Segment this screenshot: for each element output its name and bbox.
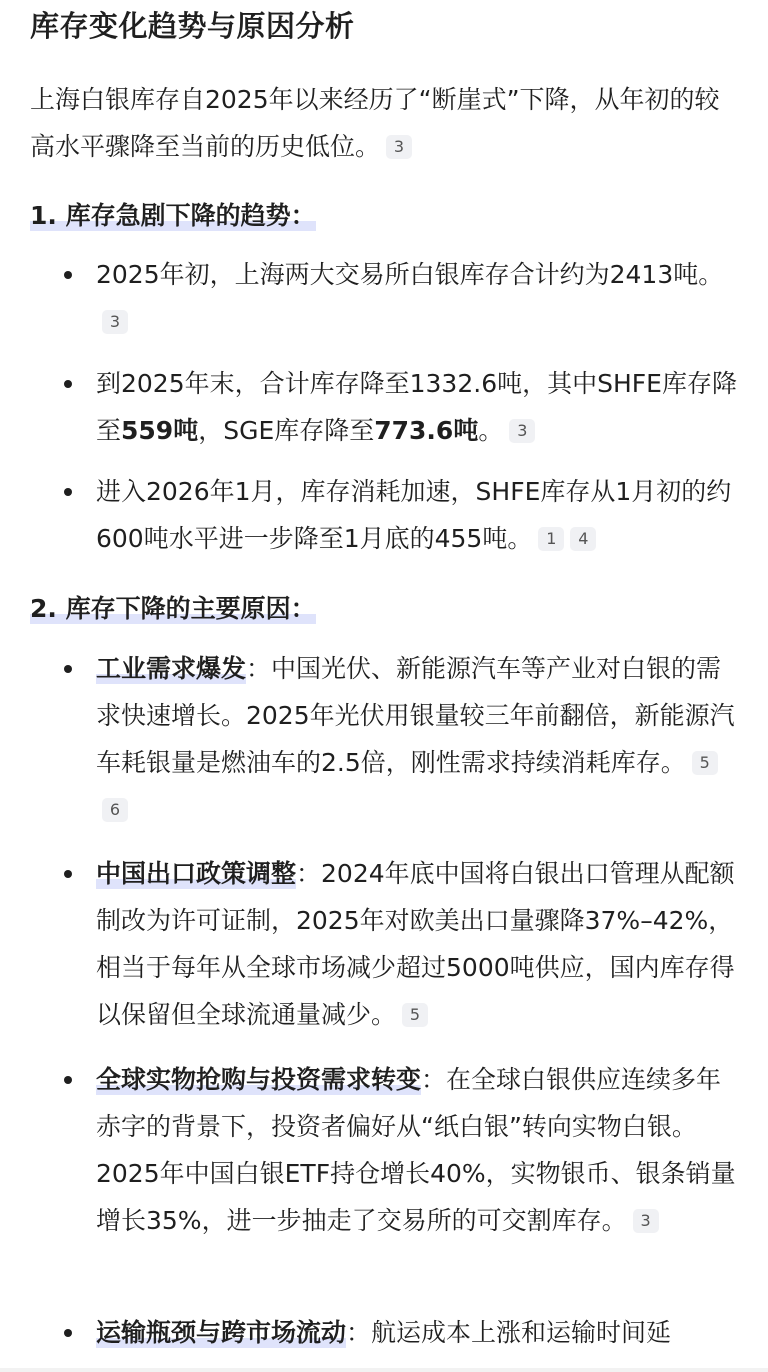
section-heading-causes bbox=[30, 589, 316, 629]
citation-badge[interactable]: 1 bbox=[538, 527, 564, 551]
citation-badge[interactable]: 3 bbox=[509, 419, 535, 443]
citation-badge[interactable]: 3 bbox=[633, 1209, 659, 1233]
intro-text: 上海白银库存自2025年以来经历了“断崖式”下降，从年初的较高水平骤降至当前的历史低位。 bbox=[30, 85, 720, 161]
citation-badge[interactable]: 5 bbox=[402, 1003, 428, 1027]
list-item bbox=[66, 1309, 746, 1356]
bullet-icon bbox=[64, 271, 72, 279]
page-title: 库存变化趋势与原因分析 bbox=[30, 9, 355, 43]
bullet-icon bbox=[64, 380, 72, 388]
section-heading-text: 2. 库存下降的主要原因： bbox=[30, 594, 316, 623]
list-item-text: ：在全球白银供应连续多年赤字的背景下，投资者偏好从“纸白银”转向实物白银。2025年中国白银ETF持仓增长40%，实物银币、银条销量增长35%，进一步抽走了交易所的可交割库存。 bbox=[96, 1065, 736, 1235]
bold-value: 773.6吨 bbox=[374, 416, 479, 445]
section-heading-text: 1. 库存急剧下降的趋势： bbox=[30, 201, 316, 230]
bold-value: 559吨 bbox=[121, 416, 199, 445]
citation-badge[interactable]: 5 bbox=[692, 751, 718, 775]
list-item-label: 运输瓶颈与跨市场流动 bbox=[96, 1318, 347, 1347]
list-item bbox=[66, 360, 746, 454]
list-item-text: 2025年初，上海两大交易所白银库存合计约为2413吨。 bbox=[96, 260, 724, 289]
list-item bbox=[66, 850, 746, 1038]
bottom-divider bbox=[0, 1368, 768, 1372]
citation-badge[interactable]: 3 bbox=[386, 135, 412, 159]
bullet-icon bbox=[64, 665, 72, 673]
bullet-icon bbox=[64, 1076, 72, 1084]
citation-badge[interactable]: 3 bbox=[102, 310, 128, 334]
section-heading-trend bbox=[30, 196, 316, 236]
list-item bbox=[66, 468, 746, 562]
list-item bbox=[66, 1056, 746, 1244]
bullet-icon bbox=[64, 1329, 72, 1337]
list-item-text: 到2025年末，合计库存降至1332.6吨，其中SHFE库存降至 bbox=[96, 369, 737, 445]
list-item-text: 进入2026年1月，库存消耗加速，SHFE库存从1月初的约600吨水平进一步降至1月底的455吨。 bbox=[96, 477, 732, 553]
bullet-icon bbox=[64, 870, 72, 878]
list-item-label: 工业需求爆发 bbox=[96, 654, 247, 683]
list-item-text: ：航运成本上涨和运输时间延 bbox=[346, 1318, 672, 1347]
list-item bbox=[66, 251, 746, 345]
list-item-label: 全球实物抢购与投资需求转变 bbox=[96, 1065, 422, 1094]
list-item bbox=[66, 645, 746, 833]
list-item-text: 。 bbox=[478, 416, 504, 445]
intro-paragraph bbox=[30, 76, 742, 170]
citation-badge[interactable]: 6 bbox=[102, 798, 128, 822]
list-item-text: ：2024年底中国将白银出口管理从配额制改为许可证制，2025年对欧美出口量骤降37%–42%，相当于每年从全球市场减少超过5000吨供应，国内库存得以保留但全球流通量减少。 bbox=[96, 859, 735, 1029]
citation-badge[interactable]: 4 bbox=[570, 527, 596, 551]
list-item-label: 中国出口政策调整 bbox=[96, 859, 297, 888]
bullet-icon bbox=[64, 488, 72, 496]
list-item-text: ，SGE库存降至 bbox=[198, 416, 375, 445]
list-item-text: ：中国光伏、新能源汽车等产业对白银的需求快速增长。2025年光伏用银量较三年前翻倍，新能源汽车耗银量是燃油车的2.5倍，刚性需求持续消耗库存。 bbox=[96, 654, 735, 777]
